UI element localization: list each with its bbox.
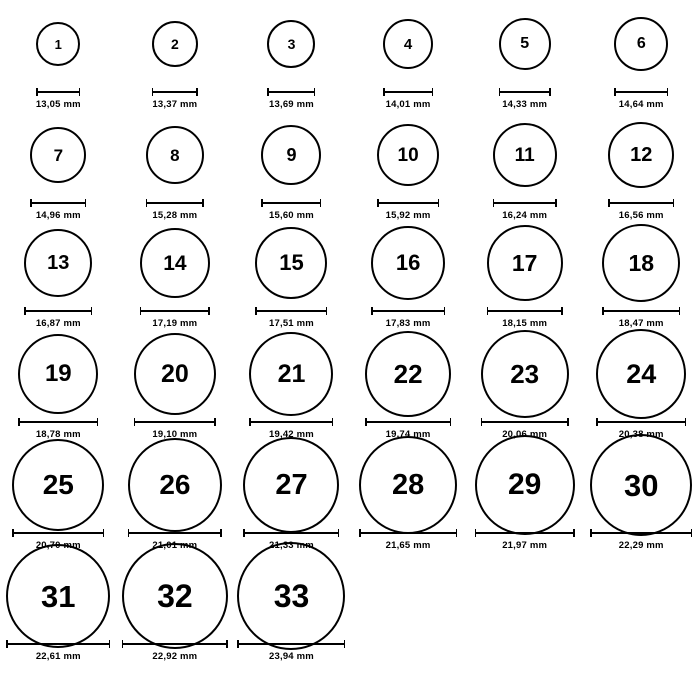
ring-size-cell[interactable]	[117, 219, 234, 335]
circle-container	[602, 219, 680, 307]
diameter-ruler	[365, 418, 451, 426]
ring-size-cell[interactable]	[117, 330, 234, 446]
ruler-bar	[24, 310, 92, 312]
circle-container	[243, 441, 339, 529]
circle-container	[371, 219, 445, 307]
diameter-label: 14,96 mm	[35, 210, 81, 221]
size-row	[0, 441, 700, 557]
ruler-bar	[243, 532, 339, 534]
ring-size-cell[interactable]	[350, 0, 467, 116]
ring-size-circle: 31	[6, 544, 110, 648]
circle-container	[590, 441, 692, 529]
ring-size-cell[interactable]	[233, 219, 350, 335]
diameter-ruler	[261, 199, 321, 207]
diameter-label: 18,47 mm	[618, 318, 664, 329]
ring-size-circle: 4	[383, 19, 433, 69]
circle-container	[359, 441, 457, 529]
diameter-label: 17,83 mm	[385, 318, 431, 329]
circle-container	[377, 111, 439, 199]
diameter-ruler	[499, 88, 551, 96]
ring-size-circle: 15	[255, 227, 327, 299]
ring-size-circle: 33	[237, 542, 345, 650]
ring-size-circle: 21	[249, 332, 333, 416]
ring-size-circle: 8	[146, 126, 204, 184]
ring-size-cell[interactable]	[466, 441, 583, 557]
size-row	[0, 330, 700, 446]
diameter-ruler	[36, 88, 80, 96]
circle-container	[481, 330, 569, 418]
circle-container	[237, 552, 345, 640]
ring-size-circle: 6	[614, 17, 668, 71]
diameter-ruler	[12, 529, 104, 537]
diameter-label: 22,61 mm	[35, 651, 81, 662]
ruler-bar	[267, 91, 315, 93]
ring-size-cell[interactable]	[466, 330, 583, 446]
circle-container	[493, 111, 557, 199]
diameter-ruler	[614, 88, 668, 96]
circle-container	[134, 330, 216, 418]
diameter-label: 13,05 mm	[35, 99, 81, 110]
ring-size-circle: 14	[140, 228, 210, 298]
diameter-ruler	[24, 307, 92, 315]
ruler-bar	[18, 421, 98, 423]
diameter-ruler	[608, 199, 674, 207]
ring-size-cell[interactable]	[117, 441, 234, 557]
ring-size-circle: 26	[128, 438, 222, 532]
ring-size-cell[interactable]	[0, 441, 117, 557]
circle-container	[487, 219, 563, 307]
ring-size-cell[interactable]	[117, 552, 234, 668]
circle-container	[596, 330, 686, 418]
diameter-ruler	[481, 418, 569, 426]
ring-size-circle: 18	[602, 224, 680, 302]
ring-size-circle: 11	[493, 123, 557, 187]
ring-size-circle: 27	[243, 437, 339, 533]
ring-size-cell[interactable]	[233, 0, 350, 116]
ring-size-cell[interactable]	[583, 330, 700, 446]
diameter-ruler	[377, 199, 439, 207]
circle-container	[383, 0, 433, 88]
ring-size-cell[interactable]	[233, 111, 350, 227]
diameter-ruler	[590, 529, 692, 537]
ring-size-cell[interactable]	[117, 0, 234, 116]
ring-size-cell[interactable]	[0, 219, 117, 335]
ring-size-circle: 23	[481, 330, 569, 418]
diameter-label: 16,56 mm	[618, 210, 664, 221]
diameter-ruler	[237, 640, 345, 648]
diameter-label: 19,10 mm	[152, 429, 198, 440]
ruler-bar	[614, 91, 668, 93]
diameter-ruler	[243, 529, 339, 537]
ruler-bar	[134, 421, 216, 423]
circle-container	[614, 0, 668, 88]
diameter-label: 16,87 mm	[35, 318, 81, 329]
circle-container	[608, 111, 674, 199]
ring-size-cell[interactable]	[350, 111, 467, 227]
ring-size-circle: 10	[377, 124, 439, 186]
ring-size-circle: 16	[371, 226, 445, 300]
ruler-bar	[608, 202, 674, 204]
circle-container	[499, 0, 551, 88]
circle-container	[140, 219, 210, 307]
ruler-bar	[359, 532, 457, 534]
ring-size-cell[interactable]	[0, 0, 117, 116]
ring-size-circle: 12	[608, 122, 674, 188]
circle-container	[30, 111, 86, 199]
diameter-label: 19,42 mm	[269, 429, 314, 440]
diameter-ruler	[128, 529, 222, 537]
ruler-bar	[383, 91, 433, 93]
diameter-ruler	[122, 640, 228, 648]
ring-size-circle: 1	[36, 22, 80, 66]
diameter-ruler	[30, 199, 86, 207]
ring-size-circle: 28	[359, 436, 457, 534]
diameter-label: 16,24 mm	[502, 210, 548, 221]
diameter-ruler	[134, 418, 216, 426]
ring-size-cell[interactable]	[233, 552, 350, 668]
ruler-bar	[481, 421, 569, 423]
diameter-label: 20,70 mm	[35, 540, 81, 551]
ring-size-circle: 32	[122, 543, 228, 649]
ruler-bar	[487, 310, 563, 312]
ring-size-cell[interactable]	[583, 219, 700, 335]
ruler-bar	[602, 310, 680, 312]
diameter-label: 14,01 mm	[385, 99, 431, 110]
diameter-label: 17,19 mm	[152, 318, 198, 329]
ring-size-cell[interactable]	[466, 0, 583, 116]
ring-size-cell[interactable]	[583, 111, 700, 227]
circle-container	[12, 441, 104, 529]
ring-size-cell[interactable]	[0, 552, 117, 668]
ruler-bar	[122, 643, 228, 645]
ruler-bar	[365, 421, 451, 423]
ruler-bar	[371, 310, 445, 312]
ruler-bar	[12, 532, 104, 534]
diameter-ruler	[371, 307, 445, 315]
circle-container	[18, 330, 98, 418]
diameter-label: 13,69 mm	[269, 99, 314, 110]
diameter-label: 13,37 mm	[152, 99, 198, 110]
ring-size-cell[interactable]	[0, 111, 117, 227]
ring-size-circle: 25	[12, 439, 104, 531]
ring-size-cell[interactable]	[350, 219, 467, 335]
diameter-ruler	[475, 529, 575, 537]
ruler-bar	[499, 91, 551, 93]
ring-size-circle: 19	[18, 334, 98, 414]
diameter-label: 14,33 mm	[502, 99, 548, 110]
diameter-label: 22,29 mm	[618, 540, 664, 551]
diameter-label: 18,78 mm	[35, 429, 81, 440]
circle-container	[24, 219, 92, 307]
size-row	[0, 219, 700, 335]
diameter-ruler	[596, 418, 686, 426]
size-row	[0, 552, 700, 668]
diameter-ruler	[487, 307, 563, 315]
ring-size-circle: 7	[30, 127, 86, 183]
circle-container	[255, 219, 327, 307]
diameter-label: 15,60 mm	[269, 210, 314, 221]
diameter-ruler	[267, 88, 315, 96]
ring-size-cell[interactable]	[117, 111, 234, 227]
diameter-label: 20,38 mm	[618, 429, 664, 440]
ruler-bar	[140, 310, 210, 312]
ruler-bar	[475, 532, 575, 534]
diameter-label: 20,06 mm	[502, 429, 548, 440]
ring-size-circle: 20	[134, 333, 216, 415]
ring-size-circle: 17	[487, 225, 563, 301]
ring-size-cell[interactable]	[583, 0, 700, 116]
ring-size-circle: 22	[365, 331, 451, 417]
circle-container	[36, 0, 80, 88]
ruler-bar	[237, 643, 345, 645]
ring-size-circle: 9	[261, 125, 321, 185]
circle-container	[152, 0, 198, 88]
diameter-label: 15,92 mm	[385, 210, 431, 221]
diameter-label: 21,97 mm	[502, 540, 548, 551]
diameter-label: 15,28 mm	[152, 210, 198, 221]
diameter-label: 22,92 mm	[152, 651, 198, 662]
diameter-label: 14,64 mm	[618, 99, 664, 110]
diameter-ruler	[255, 307, 327, 315]
ruler-bar	[6, 643, 110, 645]
ring-size-circle: 30	[590, 434, 692, 536]
ruler-bar	[30, 202, 86, 204]
diameter-ruler	[383, 88, 433, 96]
ruler-bar	[596, 421, 686, 423]
diameter-ruler	[602, 307, 680, 315]
diameter-label: 21,33 mm	[269, 540, 314, 551]
ruler-bar	[128, 532, 222, 534]
diameter-label: 23,94 mm	[269, 651, 314, 662]
circle-container	[249, 330, 333, 418]
size-row	[0, 0, 700, 116]
circle-container	[475, 441, 575, 529]
ring-size-cell[interactable]	[350, 330, 467, 446]
diameter-ruler	[359, 529, 457, 537]
diameter-label: 21,65 mm	[385, 540, 431, 551]
circle-container	[122, 552, 228, 640]
ring-size-cell[interactable]	[233, 441, 350, 557]
ring-size-cell[interactable]	[583, 441, 700, 557]
ruler-bar	[36, 91, 80, 93]
diameter-ruler	[493, 199, 557, 207]
ruler-bar	[255, 310, 327, 312]
diameter-ruler	[249, 418, 333, 426]
diameter-label: 21,01 mm	[152, 540, 198, 551]
circle-container	[128, 441, 222, 529]
ring-size-cell[interactable]	[233, 330, 350, 446]
ring-size-circle: 2	[152, 21, 198, 67]
ring-size-cell[interactable]	[350, 441, 467, 557]
diameter-label: 19,74 mm	[385, 429, 431, 440]
ruler-bar	[152, 91, 198, 93]
ring-size-circle: 29	[475, 435, 575, 535]
ruler-bar	[493, 202, 557, 204]
size-row	[0, 111, 700, 227]
circle-container	[267, 0, 315, 88]
ring-size-cell[interactable]	[466, 219, 583, 335]
ruler-bar	[261, 202, 321, 204]
ruler-bar	[249, 421, 333, 423]
diameter-ruler	[6, 640, 110, 648]
ring-size-circle: 24	[596, 329, 686, 419]
diameter-label: 18,15 mm	[502, 318, 548, 329]
diameter-label: 17,51 mm	[269, 318, 314, 329]
ruler-bar	[590, 532, 692, 534]
ruler-bar	[377, 202, 439, 204]
diameter-ruler	[18, 418, 98, 426]
ring-size-cell[interactable]	[0, 330, 117, 446]
circle-container	[6, 552, 110, 640]
diameter-ruler	[146, 199, 204, 207]
circle-container	[261, 111, 321, 199]
diameter-ruler	[140, 307, 210, 315]
diameter-ruler	[152, 88, 198, 96]
ring-size-cell[interactable]	[466, 111, 583, 227]
circle-container	[365, 330, 451, 418]
ring-size-circle: 3	[267, 20, 315, 68]
ring-size-circle: 13	[24, 229, 92, 297]
ring-size-circle: 5	[499, 18, 551, 70]
circle-container	[146, 111, 204, 199]
ruler-bar	[146, 202, 204, 204]
